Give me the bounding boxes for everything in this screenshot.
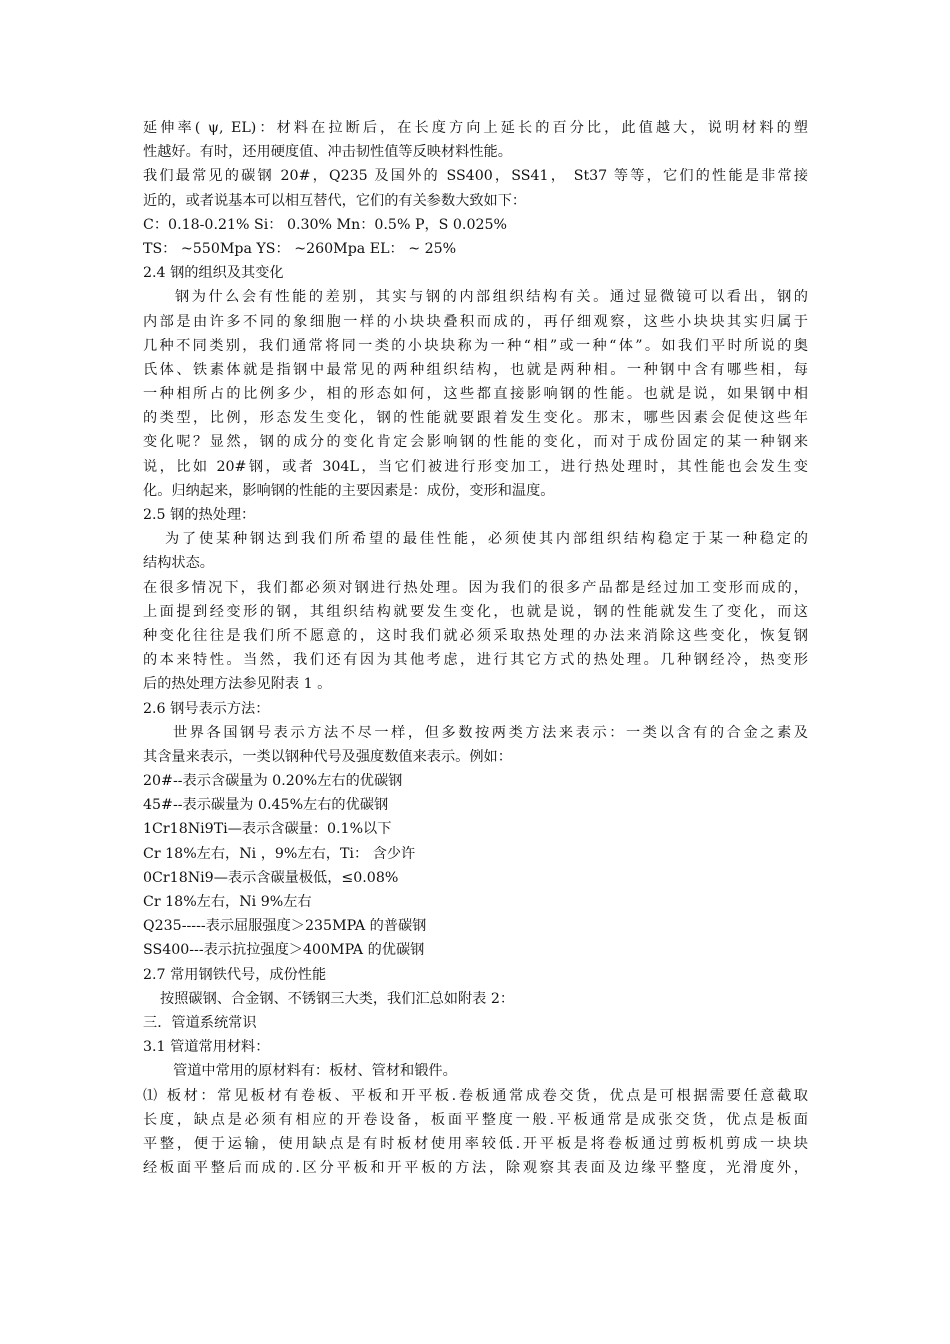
text-line: Q235-----表示屈服强度＞235MPA 的普碳钢 [143,918,427,935]
text-line: 上面提到经变形的钢，其组织结构就要发生变化，也就是说，钢的性能就发生了变化，而这 [143,603,808,620]
text-line: 2.4 钢的组织及其变化 [143,265,284,282]
text-line: 平整，便于运输，使用缺点是有时板材使用率较低.开平板是将卷板通过剪板机剪成一块块 [143,1135,808,1152]
text-line: 45#--表示碳量为 0.45%左右的优碳钢 [143,797,389,814]
text-line: 长度，缺点是必须有相应的开卷设备，板面平整度一般.平板通常是成张交货，优点是板面 [143,1111,808,1128]
text-line: 性越好。有时，还用硬度值、冲击韧性值等反映材料性能。 [143,144,512,161]
text-line: 1Cr18Ni9Ti—表示含碳量：0.1%以下 [143,821,392,838]
text-line: 几种不同类别，我们通常将同一类的小块块称为一种“相”或一种“体”。如我们平时所说的奥 [143,337,808,354]
text-line: 的类型，比例，形态发生变化，钢的性能就要跟着发生变化。那末，哪些因素会促使这些年 [143,410,808,427]
text-line: 延伸率( ψ, EL)：材料在拉断后，在长度方向上延长的百分比，此值越大，说明材料的塑 [143,120,808,136]
text-line: 2.6 钢号表示方法： [143,700,270,717]
text-line: 后的热处理方法参见附表 1 。 [143,676,332,693]
text-line: Cr 18%左右，Ni ，9%左右，Ti： 含少许 [143,845,416,862]
text-line: 结构状态。 [143,555,214,572]
text-line: C：0.18-0.21% Si： 0.30% Mn：0.5% P，S 0.025% [143,216,508,233]
text-line: 为了使某种钢达到我们所希望的最佳性能，必须使其内部组织结构稳定于某一种稳定的 [165,531,808,548]
text-line: 的本来特性。当然，我们还有因为其他考虑，进行其它方式的热处理。几种钢经冷，热变形 [143,652,808,669]
text-line: 氏体、铁素体就是指钢中最常见的两种组织结构，也就是两种相。一种钢中含有哪些相，每 [143,361,808,378]
text-line: 管道中常用的原材料有：板材、管材和锻件。 [173,1063,457,1080]
text-line: 内部是由许多不同的象细胞一样的小块块叠积而成的，再仔细观察，这些小块块其实归属于 [143,313,808,330]
text-line: 经板面平整后而成的.区分平板和开平板的方法，除观察其表面及边缘平整度，光滑度外， [143,1160,808,1177]
text-line: 在很多情况下，我们都必须对钢进行热处理。因为我们的很多产品都是经过加工变形而成的， [143,579,808,596]
text-line: 20#--表示含碳量为 0.20%左右的优碳钢 [143,773,403,790]
text-line: Cr 18%左右，Ni 9%左右 [143,894,312,910]
text-line: 钢为什么会有性能的差别，其实与钢的内部组织结构有关。通过显微镜可以看出，钢的 [175,289,808,306]
text-line: 按照碳钢、合金钢、不锈钢三大类，我们汇总如附表 2： [160,990,515,1007]
text-line: 种变化往往是我们所不愿意的，这时我们就必须采取热处理的办法来消除这些变化，恢复钢 [143,627,808,644]
text-line: SS400---表示抗拉强度＞400MPA 的优碳钢 [143,942,425,959]
text-line: 我们最常见的碳钢 20#，Q235 及国外的 SS400，SS41， St37 等等，它们的性能是非常接 [143,168,808,185]
text-line: 变化呢？显然，钢的成分的变化肯定会影响钢的性能的变化，而对于成份固定的某一种钢来 [143,434,808,451]
text-line: 世界各国钢号表示方法不尽一样，但多数按两类方法来表示：一类以含有的合金之素及 [173,724,808,741]
text-line: TS： ~550Mpa YS： ~260Mpa EL： ~ 25% [143,240,457,257]
text-line: 一种相所占的比例多少，相的形态如何，这些都直接影响钢的性能。也就是说，如果钢中相 [143,386,808,403]
text-line: 2.7 常用钢铁代号，成份性能 [143,966,327,983]
text-line: 2.5 钢的热处理： [143,507,256,523]
text-line: 近的，或者说基本可以相互替代，它们的有关参数大致如下： [143,192,527,209]
text-line: ⑴ 板材：常见板材有卷板、平板和开平板.卷板通常成卷交货，优点是可根据需要任意截取 [143,1087,808,1104]
text-line: 说，比如 20#钢，或者 304L，当它们被进行形变加工，进行热处理时，其性能也会发生变 [143,458,808,475]
text-line: 3.1 管道常用材料： [143,1039,270,1056]
text-line: 化。归纳起来，影响钢的性能的主要因素是：成份，变形和温度。 [143,482,555,499]
text-line: 三．管道系统常识 [143,1014,257,1031]
document-page [143,116,808,1180]
text-line: 其含量来表示，一类以钢种代号及强度数值来表示。例如： [143,748,512,765]
text-line: 0Cr18Ni9—表示含碳量极低，≤0.08% [143,869,399,886]
